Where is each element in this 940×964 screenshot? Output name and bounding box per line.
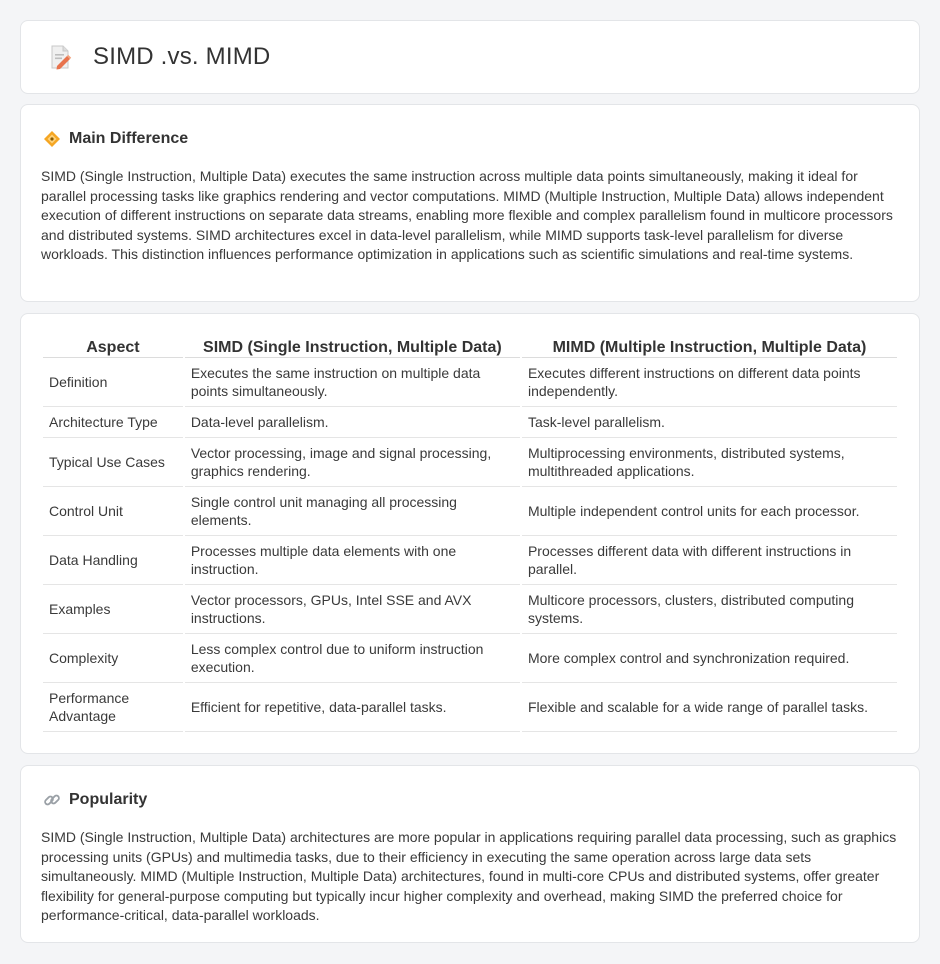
mimd-cell: Processes different data with different instructions in parallel.: [522, 536, 897, 585]
simd-cell: Vector processing, image and signal processing, graphics rendering.: [185, 438, 520, 487]
simd-cell: Executes the same instruction on multiple data points simultaneously.: [185, 358, 520, 407]
mimd-cell: Executes different instructions on different data points independently.: [522, 358, 897, 407]
main-difference-section: [20, 104, 920, 302]
mimd-cell: Multiple independent control units for each processor.: [522, 487, 897, 536]
table-row: [43, 683, 897, 732]
popularity-text: SIMD (Single Instruction, Multiple Data) architectures are more popular in applications requiring parallel data processing, such as graphics processing units (GPUs) and multimedia tasks, due to their efficiency in executing the same operation across large data sets simultaneously. MIMD (Multiple Instruction, Multiple Data) architectures, found in multi-core CPUs and distributed systems, offer greater flexibility for general-purpose computing but typically incur higher complexity and overhead, making SIMD the preferred choice for performance-critical, data-parallel workloads.: [41, 829, 897, 923]
simd-cell: Single control unit managing all processing elements.: [185, 487, 520, 536]
page-title: SIMD .vs. MIMD: [93, 43, 271, 70]
simd-cell: Data-level parallelism.: [185, 407, 520, 438]
mimd-cell: Multicore processors, clusters, distributed computing systems.: [522, 585, 897, 634]
mimd-cell: More complex control and synchronization required.: [522, 634, 897, 683]
aspect-cell: Control Unit: [43, 487, 183, 536]
table-row: [43, 358, 897, 407]
section-title: Popularity: [69, 791, 148, 808]
simd-cell: Vector processors, GPUs, Intel SSE and AVX instructions.: [185, 585, 520, 634]
header-simd: SIMD (Single Instruction, Multiple Data): [185, 336, 520, 358]
aspect-cell: Performance Advantage: [43, 683, 183, 732]
table-row: [43, 438, 897, 487]
aspect-cell: Data Handling: [43, 536, 183, 585]
simd-cell: Processes multiple data elements with one instruction.: [185, 536, 520, 585]
comparison-table: [41, 336, 899, 732]
aspect-cell: Typical Use Cases: [43, 438, 183, 487]
table-row: [43, 585, 897, 634]
table-header-row: [43, 336, 897, 358]
aspect-cell: Definition: [43, 358, 183, 407]
section-title: Main Difference: [69, 130, 189, 147]
header-aspect: Aspect: [43, 336, 183, 358]
table-row: [43, 407, 897, 438]
mimd-cell: Flexible and scalable for a wide range of parallel tasks.: [522, 683, 897, 732]
aspect-cell: Complexity: [43, 634, 183, 683]
document-edit-icon: [47, 44, 73, 70]
link-icon: [43, 791, 61, 809]
title-card: [20, 20, 920, 94]
main-difference-text: SIMD (Single Instruction, Multiple Data) executes the same instruction across multiple data points simultaneously, making it ideal for parallel processing tasks like graphics rendering and vector computations. MIMD (Multiple Instruction, Multiple Data) allows independent execution of different instructions on separate data streams, enabling more flexible and complex parallelism found in multicore processors and distributed systems. SIMD architectures excel in data-level parallelism, while MIMD supports task-level parallelism for diverse workloads. This distinction influences performance optimization in applications such as scientific simulations and real-time systems.: [41, 168, 893, 262]
simd-cell: Efficient for repetitive, data-parallel tasks.: [185, 683, 520, 732]
aspect-cell: Examples: [43, 585, 183, 634]
mimd-cell: Task-level parallelism.: [522, 407, 897, 438]
table-row: [43, 634, 897, 683]
diamond-icon: [43, 130, 61, 148]
header-mimd: MIMD (Multiple Instruction, Multiple Data): [522, 336, 897, 358]
simd-cell: Less complex control due to uniform instruction execution.: [185, 634, 520, 683]
table-row: [43, 487, 897, 536]
aspect-cell: Architecture Type: [43, 407, 183, 438]
comparison-table-section: [20, 313, 920, 754]
table-row: [43, 536, 897, 585]
popularity-section: [20, 765, 920, 943]
mimd-cell: Multiprocessing environments, distributed systems, multithreaded applications.: [522, 438, 897, 487]
